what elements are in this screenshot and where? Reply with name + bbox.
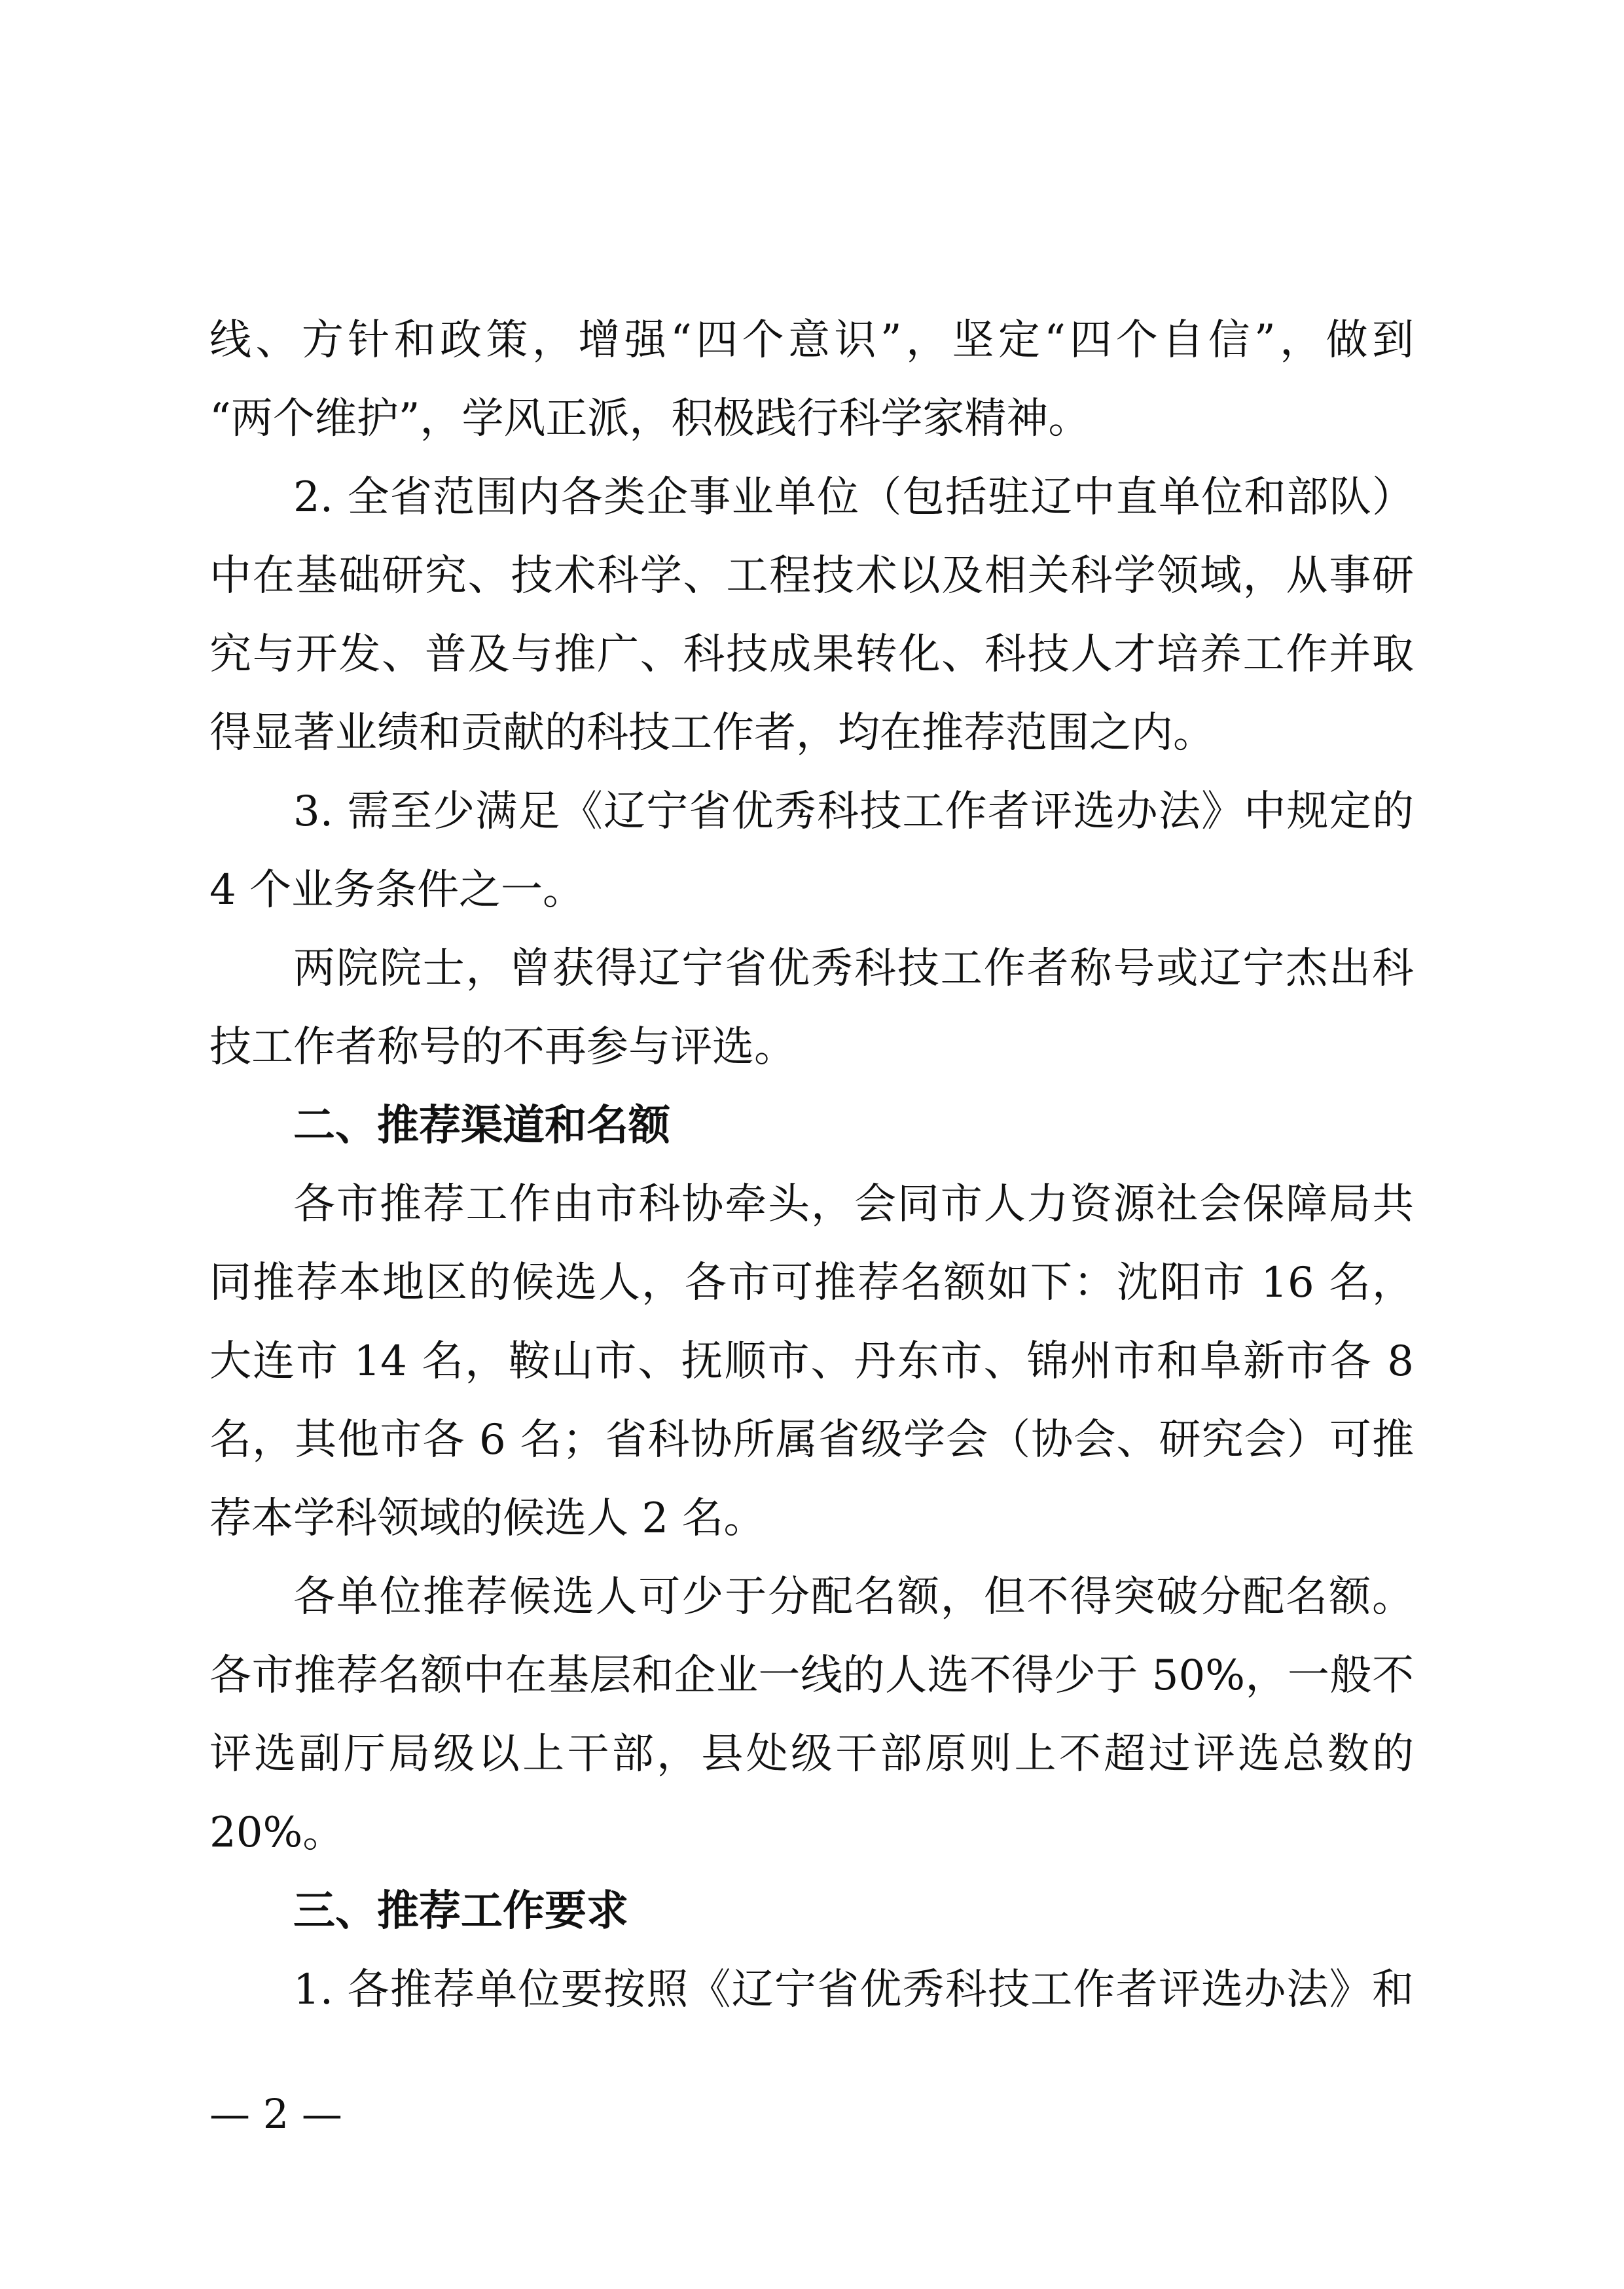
- text-line: 各市推荐名额中在基层和企业一线的人选不得少于 50%，一般不: [209, 1651, 1414, 1700]
- text-line: 同推荐本地区的候选人，各市可推荐名额如下：沈阳市 16 名，: [209, 1259, 1414, 1307]
- text-line: 1. 各推荐单位要按照《辽宁省优秀科技工作者评选办法》和: [293, 1966, 1414, 2014]
- text-line: 3. 需至少满足《辽宁省优秀科技工作者评选办法》中规定的: [293, 787, 1414, 836]
- section-heading-3: 三、推荐工作要求: [293, 1887, 628, 1936]
- text-line: 名，其他市各 6 名；省科协所属省级学会（协会、研究会）可推: [209, 1416, 1414, 1464]
- text-line: 各市推荐工作由市科协牵头，会同市人力资源社会保障局共: [293, 1180, 1414, 1229]
- text-line: 技工作者称号的不再参与评选。: [209, 1023, 796, 1072]
- section-heading-2: 二、推荐渠道和名额: [293, 1102, 670, 1150]
- text-line: 两院院士，曾获得辽宁省优秀科技工作者称号或辽宁杰出科: [293, 945, 1414, 993]
- text-line: 20%。: [209, 1809, 345, 1857]
- text-line: 2. 全省范围内各类企事业单位（包括驻辽中直单位和部队）: [293, 473, 1414, 522]
- text-line: 各单位推荐候选人可少于分配名额，但不得突破分配名额。: [293, 1573, 1414, 1621]
- text-line: 中在基础研究、技术科学、工程技术以及相关科学领域，从事研: [209, 552, 1414, 600]
- text-line: 大连市 14 名，鞍山市、抚顺市、丹东市、锦州市和阜新市各 8: [209, 1337, 1414, 1386]
- text-line: 得显著业绩和贡献的科技工作者，均在推荐范围之内。: [209, 709, 1215, 757]
- text-line: 究与开发、普及与推广、科技成果转化、科技人才培养工作并取: [209, 630, 1414, 679]
- text-line: “两个维护”，学风正派，积极践行科学家精神。: [209, 395, 1091, 443]
- page-number: — 2 —: [209, 2090, 342, 2138]
- text-line: 线、方针和政策，增强“四个意识”，坚定“四个自信”，做到: [209, 316, 1414, 365]
- text-line: 荐本学科领域的候选人 2 名。: [209, 1494, 766, 1543]
- text-line: 评选副厅局级以上干部，县处级干部原则上不超过评选总数的: [209, 1730, 1414, 1778]
- text-line: 4 个业务条件之一。: [209, 866, 585, 914]
